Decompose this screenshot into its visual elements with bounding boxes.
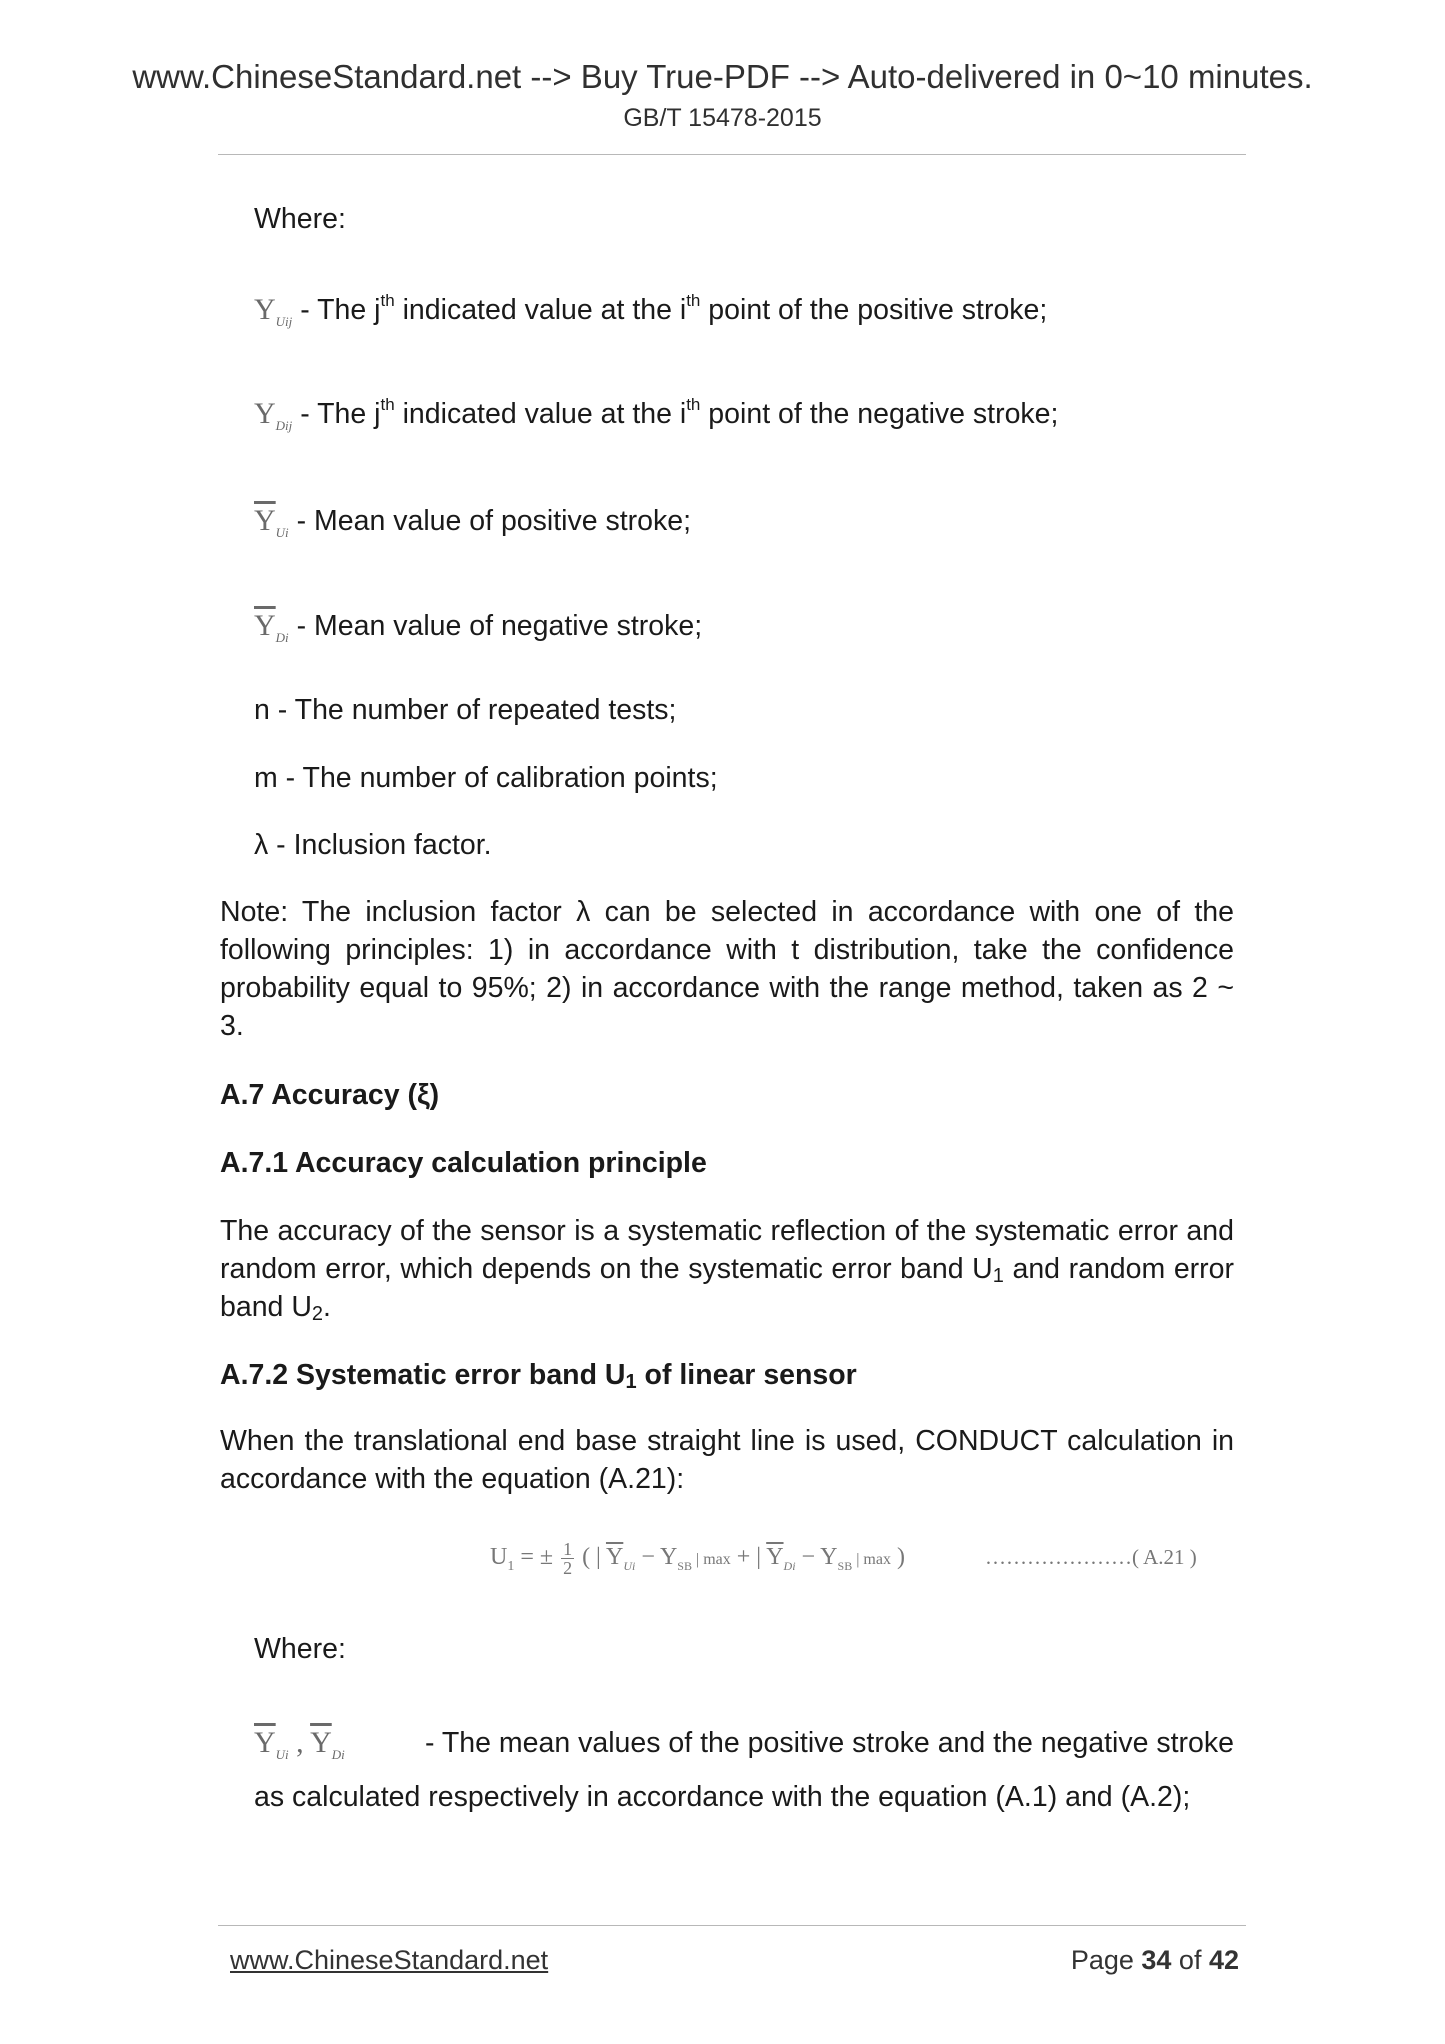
def-y-dij: $Y_{Dij}$ - The $j^{th}$ indicated value at the $i^{th}$ point of the negative stroke; [254, 395, 1059, 433]
header-divider [218, 154, 1246, 155]
note-paragraph: Note: The inclusion factor λ can be selected in accordance with one of the following principles: 1) in accordance with t distribution, take the confidence probability equal to 95%; 2) in accordance with the range method, taken as 2 ~ 3. [220, 896, 1234, 1042]
def-mean-values-line2: as calculated respectively in accordance with the equation (A.1) and (A.2); [254, 1781, 1191, 1813]
equation-label: …………………( A.21 ) [985, 1545, 1197, 1569]
header-banner: www.ChineseStandard.net --> Buy True-PDF --> Auto-delivered in 0~10 minutes. [132, 58, 1313, 95]
accuracy-principle-paragraph: The accuracy of the sensor is a systematic reflection of the systematic error and random error, which depends on the systematic error band $U_1$ and random error band $U_2$. [220, 1215, 1234, 1325]
footer-divider [218, 1925, 1246, 1926]
def-y-uij: $Y_{Uij}$ - The $j^{th}$ indicated value at the $i^{th}$ point of the positive stroke; [254, 291, 1048, 329]
symbol-y-uij: $Y_{Uij}$ [254, 293, 293, 329]
def-n: n - The number of repeated tests; [254, 694, 677, 726]
systematic-error-paragraph: When the translational end base straight line is used, CONDUCT calculation in accordance with the equation (A.21): [220, 1425, 1234, 1495]
def-ybar-di: $\overline{Y}_{Di}$ - Mean value of negative stroke; [254, 609, 703, 645]
section-heading-a7: A.7 Accuracy (ξ) [220, 1079, 440, 1111]
section-heading-a71: A.7.1 Accuracy calculation principle [220, 1147, 707, 1179]
def-lambda: λ - Inclusion factor. [254, 829, 492, 861]
symbol-ybar-ui: $\overline{Y}_{Ui}$ [254, 504, 289, 540]
def-m: m - The number of calibration points; [254, 762, 718, 794]
def-mean-values: $\overline{Y}_{Ui}$ , $\overline{Y}_{Di}$ - The mean values of the positive stroke and the negative stroke [254, 1726, 1234, 1762]
where-label-2: Where: [254, 1633, 346, 1665]
def-ybar-ui: $\overline{Y}_{Ui}$ - Mean value of positive stroke; [254, 504, 692, 540]
standard-number: GB/T 15478-2015 [623, 104, 822, 132]
equation-a21: $U_1$ = ± $\frac{1}{2}$ ( | $\overline{Y}_{Ui} - Y_{SB}$ | max + | $\overline{Y}_{Di} - Y_{SB}$ | max ) [490, 1539, 905, 1578]
fraction-one-half: $\frac{1}{2}$ [563, 1539, 573, 1578]
footer-website-link[interactable]: www.ChineseStandard.net [230, 1945, 549, 1975]
page-indicator: Page 34 of 42 [1070, 1945, 1239, 1975]
symbol-y-dij: $Y_{Dij}$ [254, 397, 293, 433]
symbol-ybar-ui-ybar-di: $\overline{Y}_{Ui}$ , $\overline{Y}_{Di}$ [254, 1726, 345, 1762]
symbol-ybar-di: $\overline{Y}_{Di}$ [254, 609, 289, 645]
section-heading-a72: A.7.2 Systematic error band $U_1$ of linear sensor [220, 1359, 857, 1393]
where-label: Where: [254, 203, 346, 235]
